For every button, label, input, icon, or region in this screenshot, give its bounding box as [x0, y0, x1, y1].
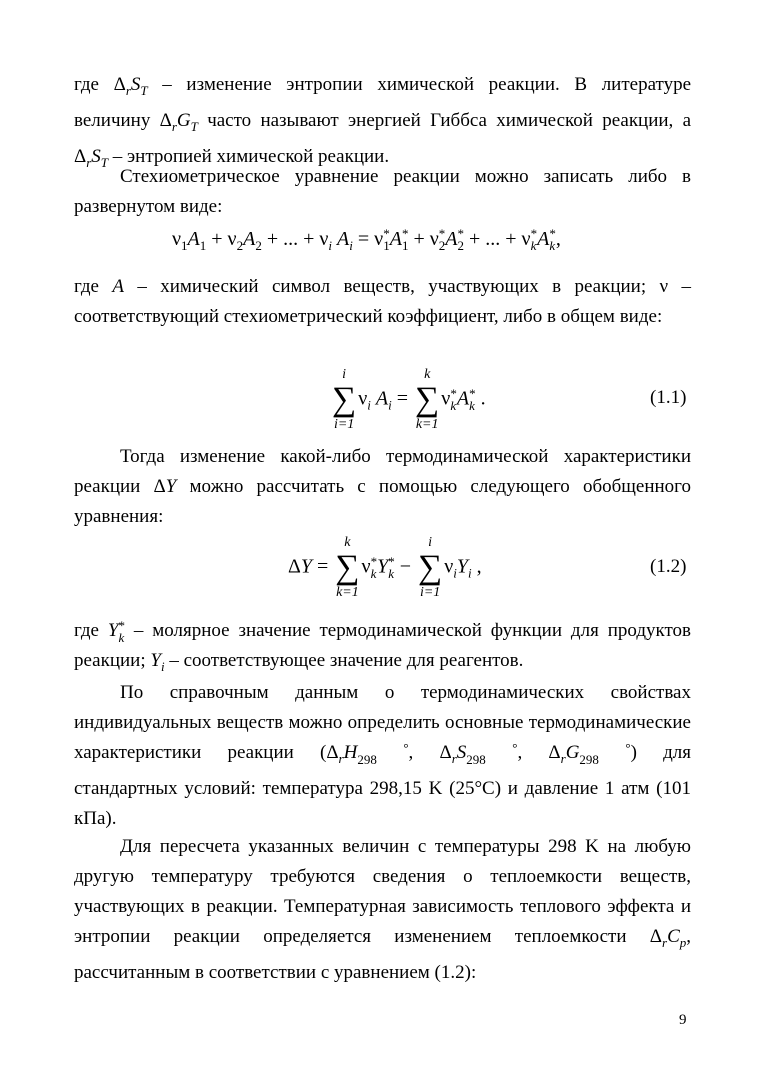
paragraph-molar-values: где Y* k – молярное значение термодинамической функции для продуктов реакции; $Y_i$ – соответствующее значение для реагентов.: [74, 617, 692, 674]
paragraph-delta-y-intro: Тогда изменение какой-либо термодинамической характеристики реакции ΔY можно рассчитать с помощью следующего обобщенного уравнения:: [74, 446, 692, 527]
equation-1-2: ΔY = k ∑ k=1 ν* kY* k − i ∑ i=1 $\nu_iY_i$ ,: [288, 535, 482, 600]
equation-number-1-1: (1.1): [650, 387, 687, 408]
equation-number-1-2: (1.2): [650, 556, 687, 577]
page-number: 9: [679, 1012, 687, 1028]
paragraph-symbol-definitions: где A – химический символ веществ, участвующих в реакции; ν – соответствующий стехиометрический коэффициент, либо в общем виде:: [74, 276, 691, 327]
paragraph-entropy: где $\Delta_rS_T$ – изменение энтропии химической реакции. В литературе величину $\Delta_rG_T$ часто называют энергией Гиббса химической реакции, а $\Delta_rS_T$ – энтропией химической реакции.: [74, 74, 692, 170]
paragraph-heat-capacity: Для пересчета указанных величин с температуры 298 K на любую другую температуру требуются сведения о теплоемкости веществ, участвующих в реакции. Температурная зависимость теплового эффекта и энтропии реакции определяется изменением теплоемкости $\Delta_rC_p$, рассчитанным в соответствии с уравнением (1.2):: [74, 836, 692, 983]
equation-1-1: i ∑ i=1 $\nu_i$ $A_i$ = k ∑ k=1 ν* kA* k .: [332, 367, 486, 432]
paragraph-reference-data: По справочным данным о термодинамических свойствах индивидуальных веществ можно определить основные термодинамические характеристики реакции ($\Delta_rH$ ° 298 , $\Delta_rS$ ° 298 , $\Delta_rG$ ° 298 ) для стандартных условий: температура 298,15 K (25°C) и давление 1 атм (101 кПа).: [74, 682, 692, 829]
equation-expanded: $\nu_1A_1 + \nu_2A_2$ + ... + $\nu_i$ $A_i = \nu*$ 1A* 1 + ν* 2A* 2 + ... + ν* kA* k,: [172, 226, 561, 254]
paragraph-stoichiometric-intro: Стехиометрическое уравнение реакции можно записать либо в развернутом виде:: [74, 166, 691, 217]
